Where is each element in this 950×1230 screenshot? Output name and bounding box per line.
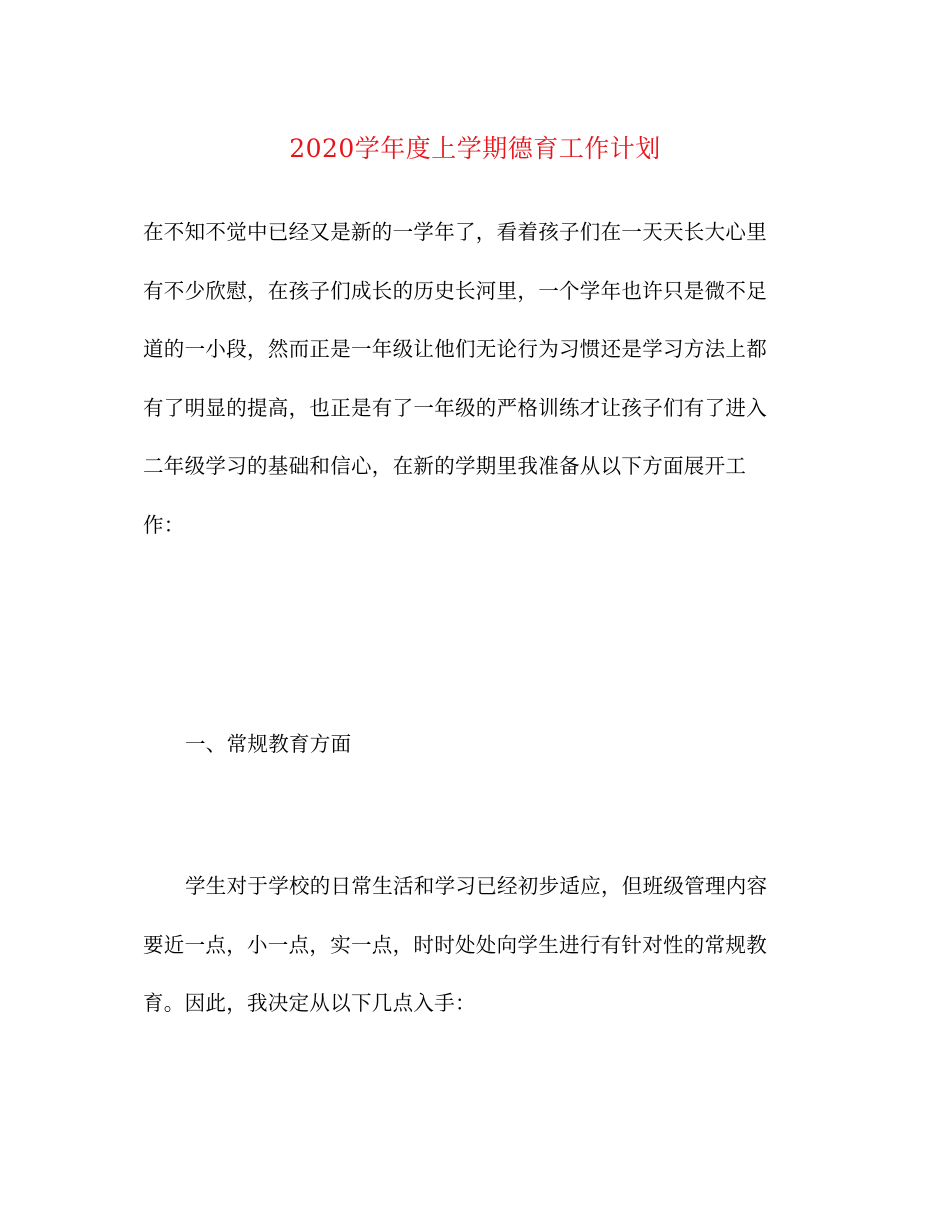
document-title: 2020学年度上学期德育工作计划 [289, 134, 661, 163]
section-heading: 一、常规教育方面 [185, 732, 352, 756]
paragraph-line: 要近一点，小一点，实一点，时时处处向学生进行有针对性的常规教 [143, 932, 767, 957]
paragraph-line: 学生对于学校的日常生活和学习已经初步适应，但班级管理内容 [185, 874, 768, 898]
intro-paragraph [143, 203, 807, 554]
paragraph-line: 道的一小段，然而正是一年级让他们无论行为习惯还是学习方法上都 [143, 337, 767, 361]
paragraph-line: 在不知不觉中已经又是新的一学年了，看着孩子们在一天天长大心里 [143, 220, 767, 244]
section-paragraph [143, 857, 807, 1033]
paragraph-line: 作： [143, 512, 185, 537]
paragraph-line: 二年级学习的基础和信心，在新的学期里我准备从以下方面展开工 [143, 454, 747, 478]
section-heading-block [143, 715, 807, 774]
paragraph-line: 有了明显的提高，也正是有了一年级的严格训练才让孩子们有了进入 [143, 395, 767, 420]
paragraph-line: 有不少欣慰，在孩子们成长的历史长河里，一个学年也许只是微不足 [143, 278, 767, 303]
paragraph-line: 育。因此，我决定从以下几点入手： [143, 991, 476, 1015]
